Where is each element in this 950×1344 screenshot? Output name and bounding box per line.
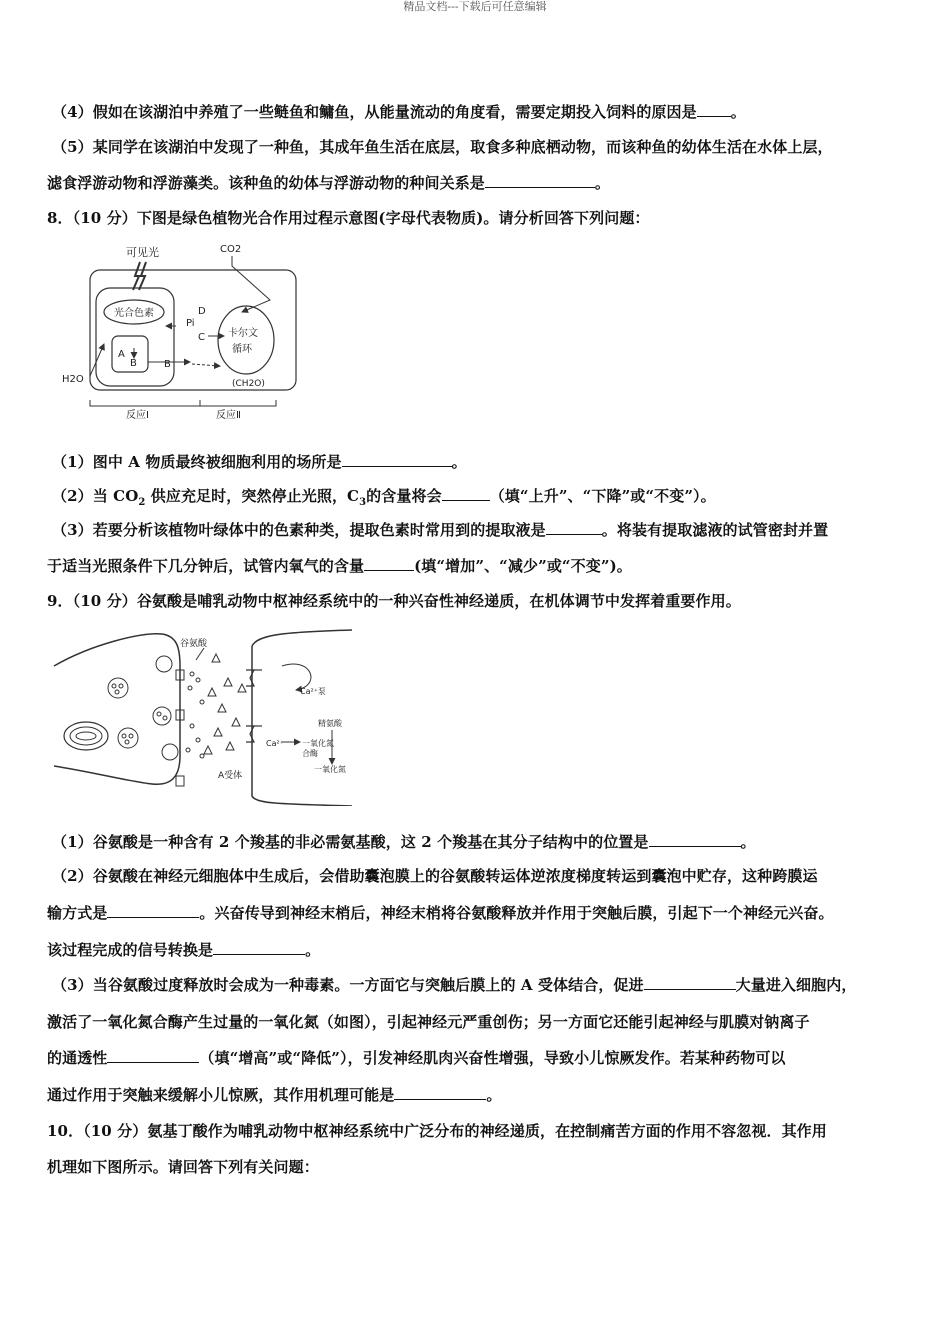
answer-blank <box>546 520 602 535</box>
label-d: D <box>198 306 206 317</box>
q9-part1 <box>52 832 756 852</box>
q9-part3-line1 <box>52 975 856 995</box>
q8-part2 <box>52 486 716 513</box>
pigment-label: 光合色素 <box>114 308 154 319</box>
q8-part3-text: （3）若要分析该植物叶绿体中的色素种类，提取色素时常用到的提取液是 <box>52 521 546 539</box>
calvin-label-2: 循环 <box>232 344 252 355</box>
answer-blank <box>213 940 305 955</box>
q9-part2b-end: 。兴奋传导到神经末梢后，神经末梢将谷氨酸释放并作用于突触后膜，引起下一个神经元兴奋。 <box>199 904 834 922</box>
nos-label-2: 合酶 <box>302 749 318 758</box>
calvin-cycle-circle <box>218 306 274 374</box>
q7-part4-text: （4）假如在该湖泊中养殖了一些鲢鱼和鳙鱼，从能量流动的角度看，需要定期投入饲料的原因是 <box>52 103 697 121</box>
calcium-label: Ca²⁺ <box>266 739 284 748</box>
q9-part2c-text: 该过程完成的信号转换是 <box>47 941 214 959</box>
q9-part3c-text: 的通透性 <box>47 1049 108 1067</box>
arginine-label: 精氨酸 <box>318 719 342 728</box>
vesicle-icon <box>156 656 172 672</box>
reaction2-label: 反应Ⅱ <box>216 410 241 420</box>
h2o-label: H2O <box>62 374 84 385</box>
label-b2: B <box>164 359 171 370</box>
vesicle-icon <box>153 707 171 725</box>
glutamate-label: 谷氨酸 <box>180 639 208 649</box>
q8-part1-end: 。 <box>451 453 467 471</box>
answer-blank <box>697 102 731 117</box>
label-a: A <box>118 349 125 360</box>
subscript-3: 3 <box>359 497 367 508</box>
q8-part3-line2 <box>47 556 632 576</box>
q9-part2b-text: 输方式是 <box>47 904 108 922</box>
q9-part3a-text: （3）当谷氨酸过度释放时会成为一种毒素。一方面它与突触后膜上的 A 受体结合，促进 <box>52 976 644 994</box>
q7-part5-line2 <box>47 173 610 193</box>
q8-part2-end: （填“上升”、“下降”或“不变”）。 <box>489 487 716 505</box>
q9-part3a-end: 大量进入细胞内， <box>735 976 857 994</box>
answer-blank <box>649 832 741 847</box>
no-label: 一氧化氮 <box>314 765 346 774</box>
q7-part4 <box>52 102 746 122</box>
q10-title-line1: 10．（10 分）氨基丁酸作为哺乳动物中枢神经系统中广泛分布的神经递质，在控制痛苦方面的作用不容忽视．其作用 <box>47 1122 827 1140</box>
q7-part4-end: 。 <box>730 103 746 121</box>
q9-part2-line1: （2）谷氨酸在神经元细胞体中生成后，会借助囊泡膜上的谷氨酸转运体逆浓度梯度转运到囊泡中贮存，这种跨膜运 <box>52 867 818 885</box>
q8-part1 <box>52 452 467 472</box>
q9-part3c-end: （填“增高”或“降低”），引发神经肌肉兴奋性增强，导致小儿惊厥发作。若某种药物可以 <box>199 1049 786 1067</box>
vesicle-icon <box>118 728 138 748</box>
ca-pump-label: Ca²⁺泵 <box>300 687 326 696</box>
q9-part3-line4 <box>47 1085 501 1105</box>
q8-part3-end: 。将装有提取滤液的试管密封并置 <box>601 521 829 539</box>
answer-blank <box>485 173 595 188</box>
vesicle-icon <box>108 678 128 698</box>
q8-part2-mid2: 的含量将会 <box>366 487 442 505</box>
q8-part3b-text: 于适当光照条件下几分钟后，试管内氧气的含量 <box>47 557 365 575</box>
q9-part3-line3 <box>47 1048 786 1068</box>
q8-title: 8．（10 分）下图是绿色植物光合作用过程示意图(字母代表物质)。请分析回答下列问题： <box>47 209 650 227</box>
answer-blank <box>644 975 736 990</box>
q7-part5-text: 滤食浮游动物和浮游藻类。该种鱼的幼体与浮游动物的种间关系是 <box>47 174 485 192</box>
receptor-icon <box>246 670 262 742</box>
q8-part2-text: （2）当 CO <box>52 487 139 505</box>
thylakoid-box <box>96 288 174 386</box>
synapse-diagram <box>52 626 354 806</box>
q9-part1-end: 。 <box>740 833 756 851</box>
q10-title-line2: 机理如下图所示。请回答下列有关问题： <box>47 1158 319 1176</box>
label-c: C <box>198 332 205 343</box>
q9-part2-line2 <box>47 903 834 923</box>
light-bolt-icon <box>133 262 146 290</box>
page-header: 精品文档---下载后可任意编辑 <box>403 0 547 13</box>
nos-label-1: 一氧化氮 <box>302 739 334 748</box>
subscript-2: 2 <box>138 497 146 508</box>
answer-blank <box>342 452 452 467</box>
q8-part3b-end: (填“增加”、“减少”或“不变”)。 <box>414 557 632 575</box>
label-pi: Pi <box>186 318 195 329</box>
ch2o-label: (CH2O) <box>232 379 265 389</box>
q9-title: 9．（10 分）谷氨酸是哺乳动物中枢神经系统中的一种兴奋性神经递质，在机体调节中发挥着重要作用。 <box>47 592 741 610</box>
q9-part3-line2: 激活了一氧化氮合酶产生过量的一氧化氮（如图），引起神经元严重创伤；另一方面它还能引起神经与肌膜对钠离子 <box>47 1013 810 1031</box>
vesicle-icon <box>162 744 178 760</box>
answer-blank <box>107 903 199 918</box>
answer-blank <box>442 486 490 501</box>
q7-part5-line1: （5）某同学在该湖泊中发现了一种鱼，其成年鱼生活在底层，取食多种底栖动物，而该种鱼的幼体生活在水体上层， <box>52 138 833 156</box>
q9-part1-text: （1）谷氨酸是一种含有 2 个羧基的非必需氨基酸，这 2 个羧基在其分子结构中的位置是 <box>52 833 649 851</box>
label-b: B <box>130 358 137 369</box>
q8-part3-line1 <box>52 520 828 540</box>
q9-part3d-text: 通过作用于突触来缓解小儿惊厥，其作用机理可能是 <box>47 1086 395 1104</box>
q8-part1-text: （1）图中 A 物质最终被细胞利用的场所是 <box>52 453 342 471</box>
answer-blank <box>394 1085 486 1100</box>
a-receptor-label: A受体 <box>218 771 243 781</box>
postsynaptic-membrane <box>252 630 352 806</box>
calvin-label-1: 卡尔文 <box>228 328 258 339</box>
glutamate-molecules <box>204 654 246 754</box>
q9-part3d-end: 。 <box>486 1086 502 1104</box>
q8-part2-mid: 供应充足时，突然停止光照，C <box>145 487 360 505</box>
light-label: 可见光 <box>126 246 159 259</box>
answer-blank <box>364 556 414 571</box>
mitochondrion-icon <box>64 722 108 750</box>
q9-part2c-end: 。 <box>305 941 321 959</box>
co2-label: CO2 <box>220 244 242 255</box>
q7-part5-end: 。 <box>594 174 611 192</box>
photosynthesis-diagram <box>60 240 300 420</box>
answer-blank <box>107 1048 199 1063</box>
reaction1-label: 反应Ⅰ <box>126 410 149 420</box>
q9-part2-line3 <box>47 940 320 960</box>
